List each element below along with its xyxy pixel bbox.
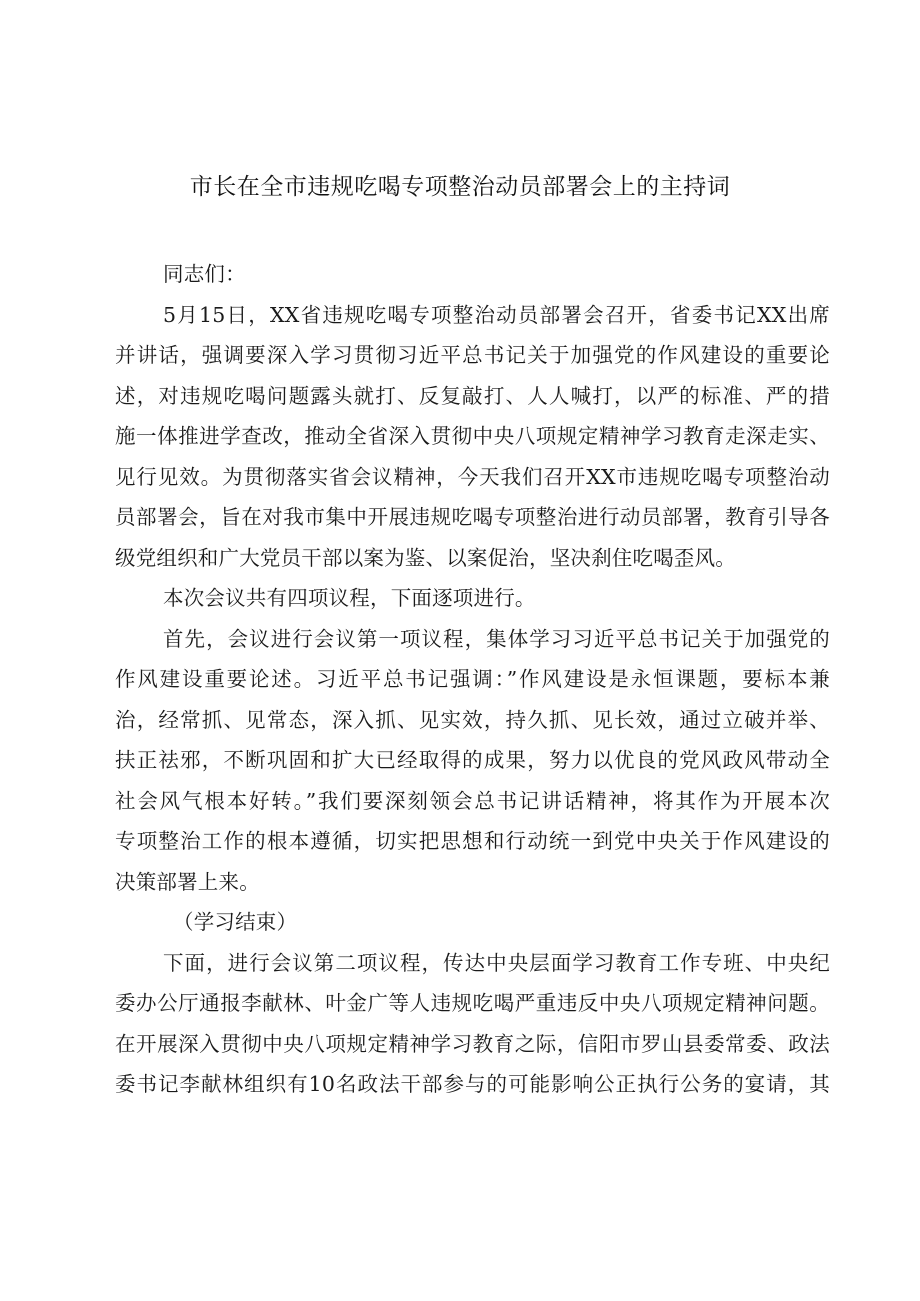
paragraph-line: 并讲话，强调要深入学习贯彻习近平总书记关于加强党的作风建设的重要论	[115, 343, 830, 367]
paragraph-agenda-item-one	[115, 619, 830, 903]
paragraph-meeting-background	[115, 295, 830, 579]
paragraph-line: 作风建设重要论述。习近平总书记强调：”作风建设是永恒课题，要标本兼	[115, 667, 830, 691]
paragraph-line: 述，对违规吃喝问题露头就打、反复敲打、人人喊打，以严的标准、严的措	[115, 383, 830, 408]
paragraph-line: 委办公厅通报李献林、叶金广等人违规吃喝严重违反中央八项规定精神问题。	[115, 991, 830, 1015]
document-title: 市长在全市违规吃喝专项整治动员部署会上的主持词	[189, 174, 731, 200]
paragraph-line: 专项整治工作的根本遵循，切实把思想和行动统一到党中央关于作风建设的	[115, 829, 830, 853]
paragraph-agenda-intro	[115, 578, 830, 619]
paragraph-line: 本次会议共有四项议程，下面逐项进行。	[163, 586, 536, 610]
paragraph-line: 在开展深入贯彻中央八项规定精神学习教育之际，信阳市罗山县委常委、政法	[115, 1031, 830, 1056]
paragraph-line: 见行见效。为贯彻落实省会议精神，今天我们召开XX市违规吃喝专项整治动	[115, 464, 830, 489]
paragraph-study-end-note	[115, 902, 830, 943]
paragraph-line: 员部署会，旨在对我市集中开展违规吃喝专项整治进行动员部署，教育引导各	[115, 505, 830, 529]
paragraph-line: 委书记李献林组织有10名政法干部参与的可能影响公正执行公务的宴请，其	[115, 1072, 830, 1096]
salutation: 同志们：	[163, 262, 246, 286]
paragraph-line: 5月15日，XX省违规吃喝专项整治动员部署会召开，省委书记XX出席	[163, 302, 830, 327]
document-body	[115, 254, 830, 1105]
paragraph-agenda-item-two	[115, 943, 830, 1105]
paragraph-line: 下面，进行会议第二项议程，传达中央层面学习教育工作专班、中央纪	[163, 950, 830, 975]
paragraph-line: 首先，会议进行会议第一项议程，集体学习习近平总书记关于加强党的	[163, 626, 830, 651]
paragraph-line: 决策部署上来。	[115, 869, 260, 894]
paragraph-line: 级党组织和广大党员干部以案为鉴、以案促治，坚决刹住吃喝歪风。	[115, 545, 736, 570]
paragraph-line: 施一体推进学查改，推动全省深入贯彻中央八项规定精神学习教育走深走实、	[115, 424, 830, 448]
paragraph-line: 扶正祛邪，不断巩固和扩大已经取得的成果，努力以优良的党风政风带动全	[115, 748, 830, 772]
paragraph-line: 治，经常抓、见常态，深入抓、见实效，持久抓、见长效，通过立破并举、	[115, 707, 830, 732]
paragraph-line: （学习结束）	[173, 910, 298, 934]
paragraph-line: 社会风气根本好转。”我们要深刻领会总书记讲话精神，将其作为开展本次	[115, 788, 830, 813]
